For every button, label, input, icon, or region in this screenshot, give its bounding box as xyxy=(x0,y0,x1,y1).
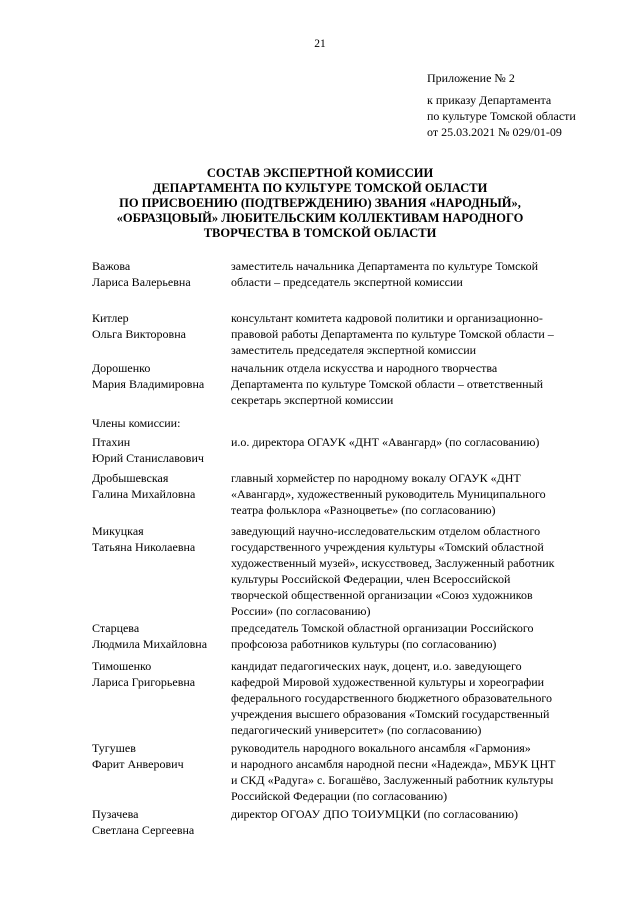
person-role: и.о. директора ОГАУК «ДНТ «Авангард» (по согласованию) xyxy=(231,435,540,449)
heading-line: «ОБРАЗЦОВЫЙ» ЛЮБИТЕЛЬСКИМ КОЛЛЕКТИВАМ НАРОДНОГО xyxy=(116,211,524,225)
heading-line: СОСТАВ ЭКСПЕРТНОЙ КОМИССИИ xyxy=(206,166,434,180)
heading-line: ТВОРЧЕСТВА В ТОМСКОЙ ОБЛАСТИ xyxy=(203,226,437,240)
person-name: Дробышевская Галина Михайловна xyxy=(92,471,196,501)
person-role: заместитель начальника Департамента по культуре Томской области – председатель экспертной комиссии xyxy=(231,259,539,289)
person-name: Пузачева Светлана Сергеевна xyxy=(92,807,195,837)
person-role: консультант комитета кадровой политики и организационно- правовой работы Департамента по культуре Томской области – заместитель председателя экспертной комиссии xyxy=(231,311,554,357)
person-role: директор ОГОАУ ДПО ТОИУМЦКИ (по согласованию) xyxy=(231,807,518,821)
person-name: Тугушев Фарит Анверович xyxy=(92,741,184,771)
person-name: Птахин Юрий Станиславович xyxy=(92,435,204,465)
members-label: Члены комиссии: xyxy=(92,416,181,430)
person-name: Микуцкая Татьяна Николаевна xyxy=(92,524,196,554)
person-name: Китлер Ольга Викторовна xyxy=(92,311,186,341)
appendix-block xyxy=(427,70,576,140)
person-name: Старцева Людмила Михайловна xyxy=(92,621,208,651)
person-role: заведующий научно-исследовательским отделом областного государственного учреждения культуры «Томский областной художественный музей», искусствовед, Заслуженный работник культуры Российской Федерации, член Всероссийской творческой общественной организации «Союз художников России» (по согласованию) xyxy=(231,524,555,618)
person-role: главный хормейстер по народному вокалу ОГАУК «ДНТ «Авангард», художественный руководитель Муниципального театра фольклора «Разноцветье» (по согласованию) xyxy=(231,471,546,517)
document-heading xyxy=(60,166,580,241)
person-name: Важова Лариса Валерьевна xyxy=(92,259,191,289)
heading-line: ПО ПРИСВОЕНИЮ (ПОДТВЕРЖДЕНИЮ) ЗВАНИЯ «НАРОДНЫЙ», xyxy=(119,196,521,210)
appendix-line: от 25.03.2021 № 029/01-09 xyxy=(427,125,562,139)
person-role: руководитель народного вокального ансамбля «Гармония» и народного ансамбля народной песни «Надежда», МБУК ЦНТ и СКД «Радуга» с. Богашёво, Заслуженный работник культуры Российской Федерации (по согласованию) xyxy=(231,741,556,803)
heading-line: ДЕПАРТАМЕНТА ПО КУЛЬТУРЕ ТОМСКОЙ ОБЛАСТИ xyxy=(152,181,488,195)
person-role: председатель Томской областной организации Российского профсоюза работников культуры (по согласованию) xyxy=(231,621,534,651)
appendix-title: Приложение № 2 xyxy=(427,71,515,85)
person-name: Дорошенко Мария Владимировна xyxy=(92,361,205,391)
person-name: Тимошенко Лариса Григорьевна xyxy=(92,659,196,689)
person-role: начальник отдела искусства и народного творчества Департамента по культуре Томской области – ответственный секретарь экспертной комиссии xyxy=(231,361,544,407)
appendix-line: к приказу Департамента xyxy=(427,93,552,107)
page-number: 21 xyxy=(314,38,326,50)
person-role: кандидат педагогических наук, доцент, и.о. заведующего кафедрой Мировой художественной культуры и хореографии федерального государственного бюджетного образовательного учреждения высшего образования «Томский государственный педагогический университет» (по согласованию) xyxy=(231,659,553,737)
appendix-line: по культуре Томской области xyxy=(427,109,576,123)
